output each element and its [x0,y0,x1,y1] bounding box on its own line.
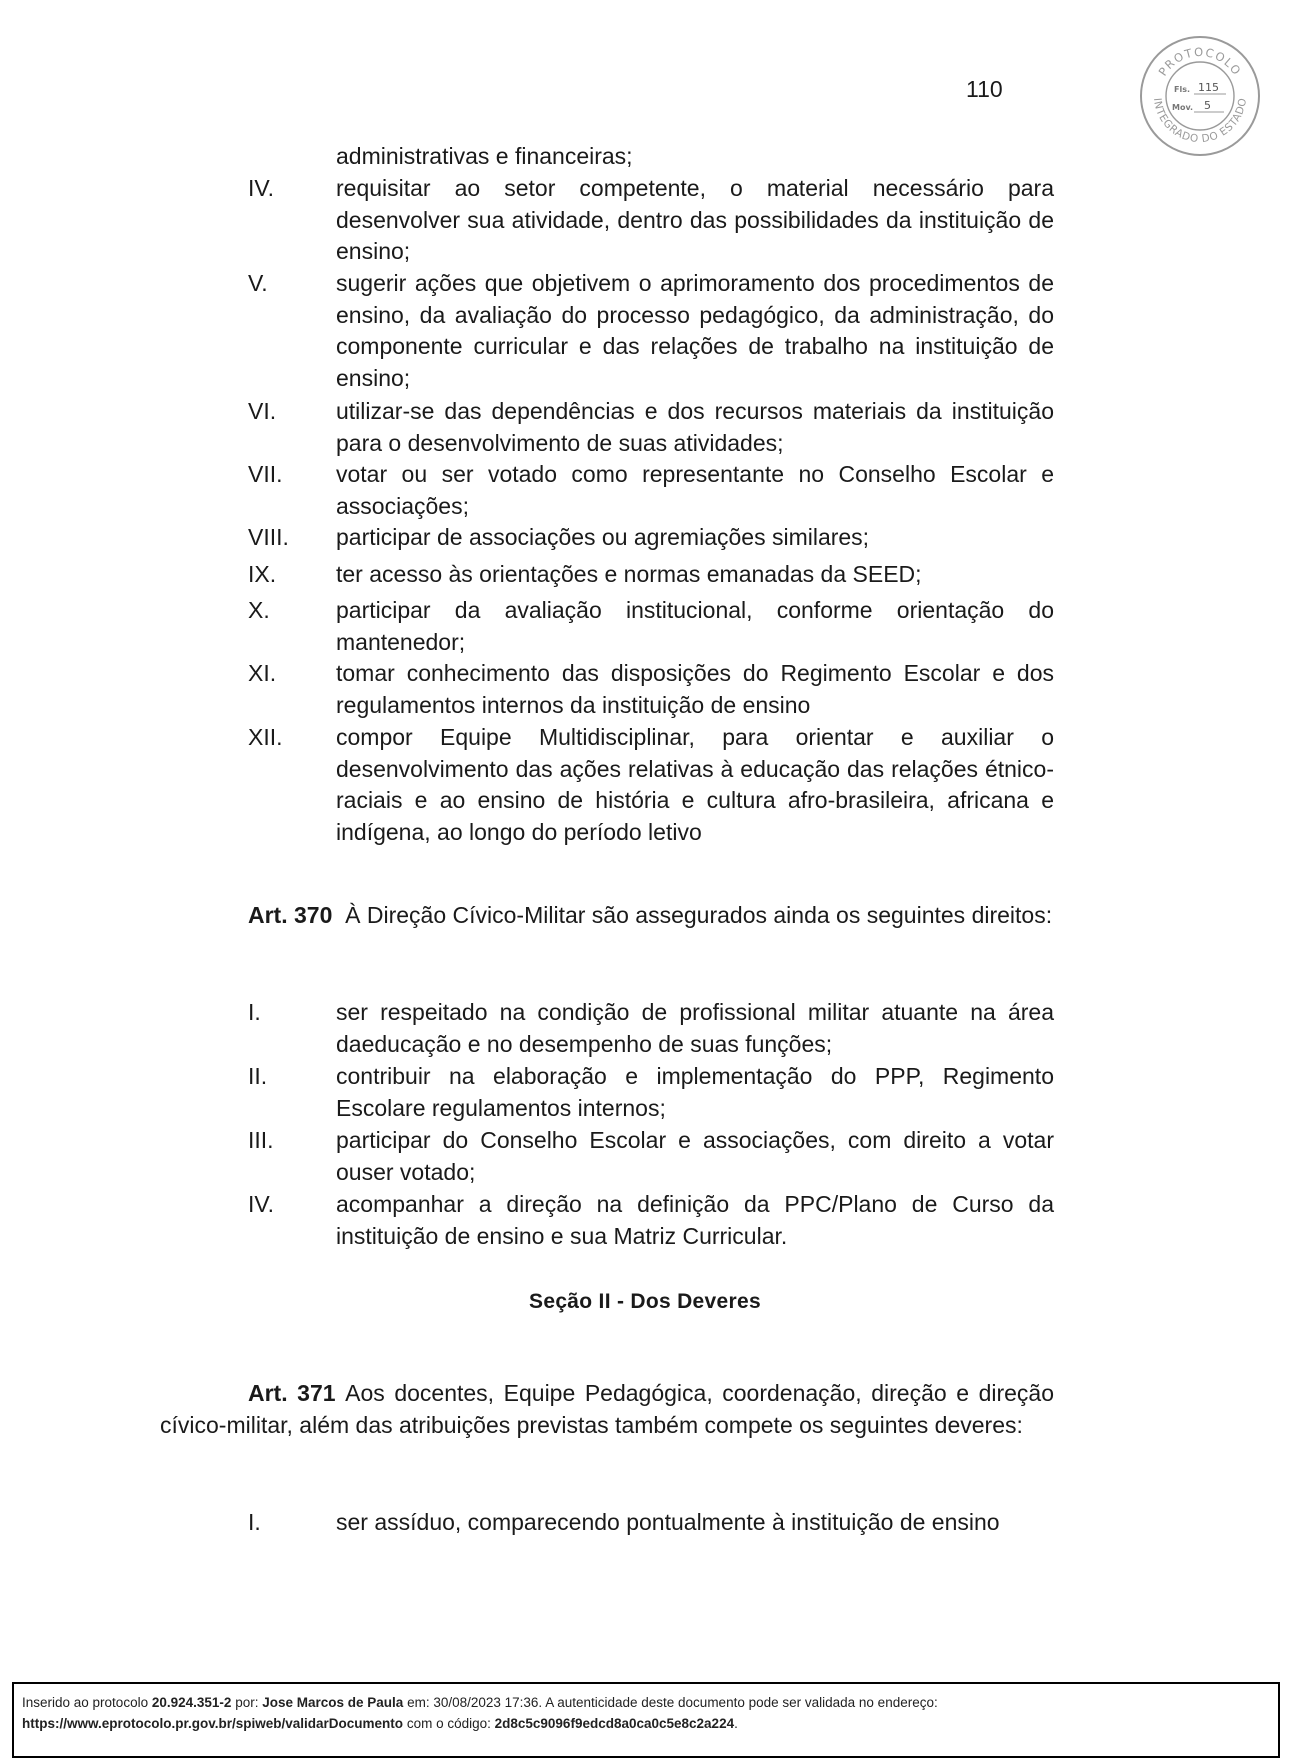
footer-code: 2d8c5c9096f9edcd8a0ca0c5e8c2a224 [494,1716,735,1731]
item-text: participar da avaliação institucional, conforme orientação do mantenedor; [336,597,1054,655]
section-title: Seção II - Dos Deveres [529,1290,761,1313]
footer-line-2 [22,1713,1270,1734]
footer-prefix: Inserido ao protocolo [22,1695,149,1710]
stamp-mov-value: 5 [1204,99,1211,112]
stamp-top-text: PROTOCOLO [1155,44,1245,79]
article-label: Art. 371 [248,1380,336,1406]
item-text: participar do Conselho Escolar e associações, com direito a votar ouser votado; [336,1127,1054,1185]
item-text: contribuir na elaboração e implementação do PPP, Regimento Escolare regulamentos internos; [336,1063,1054,1121]
item-number: VIII. [248,524,289,550]
item-number: X. [248,597,270,623]
article-text: À Direção Cívico-Militar são assegurados ainda os seguintes direitos: [345,902,1053,928]
footer-code-prefix: com o código: [406,1716,491,1731]
item-text: utilizar-se das dependências e dos recursos materiais da instituição para o desenvolvimento de suas atividades; [336,398,1054,456]
item-text: tomar conhecimento das disposições do Regimento Escolar e dos regulamentos internos da instituição de ensino [336,660,1054,718]
protocol-stamp [1138,34,1262,158]
footer-end: . [734,1716,738,1731]
footer-by: por: [235,1695,259,1710]
stamp-fls-value: 115 [1198,81,1219,94]
footer-authenticity-box [12,1682,1280,1758]
continuation-line: administrativas e financeiras; [336,143,633,169]
item-text: acompanhar a direção na definição da PPC/Plano de Curso da instituição de ensino e sua Matriz Curricular. [336,1191,1054,1249]
article-text: Aos docentes, Equipe Pedagógica, coordenação, direção e direção cívico-militar, além das atribuições previstas também compete os seguintes deveres: [160,1380,1055,1438]
article-370 [160,900,1054,932]
item-number: II. [248,1063,268,1089]
item-text: requisitar ao setor competente, o material necessário para desenvolver sua atividade, dentro das possibilidades da instituição de ensino; [336,175,1054,264]
footer-date: em: 30/08/2023 17:36. A autenticidade deste documento pode ser validada no endereço: [407,1695,938,1710]
footer-protocol-number: 20.924.351-2 [151,1695,232,1710]
item-number: VI. [248,398,277,424]
footer-user: Jose Marcos de Paula [262,1695,404,1710]
stamp-bottom-text: INTEGRADO DO ESTADO [1151,97,1250,146]
svg-text:INTEGRADO DO ESTADO [1151,97,1249,145]
footer-validation-link[interactable]: https://www.eprotocolo.pr.gov.br/spiweb/validarDocumento [22,1716,404,1731]
item-number: V. [248,270,268,296]
footer-line-1 [22,1692,1270,1713]
item-text: ser assíduo, comparecendo pontualmente à instituição de ensino [336,1509,1000,1535]
item-number: VII. [248,461,283,487]
item-text: ter acesso às orientações e normas emanadas da SEED; [336,561,922,587]
article-label: Art. 370 [248,902,333,928]
item-number: IV. [248,1191,275,1217]
item-number: III. [248,1127,274,1153]
stamp-fls-label: Fls. [1174,85,1191,94]
article-371 [160,1378,1054,1441]
item-text: sugerir ações que objetivem o aprimoramento dos procedimentos de ensino, da avaliação do processo pedagógico, da administração, do componente curricular e das relações de trabalho na instituição de ensino; [336,270,1054,391]
page-number: 110 [966,76,1003,102]
item-text: participar de associações ou agremiações similares; [336,524,870,550]
item-text: ser respeitado na condição de profissional militar atuante na área daeducação e no desempenho de suas funções; [336,999,1054,1057]
item-text: compor Equipe Multidisciplinar, para orientar e auxiliar o desenvolvimento das ações relativas à educação das relações étnico- raciais e ao ensino de história e cultura afro-brasileira, africana e indígena, ao longo do período letivo [336,724,1054,845]
item-number: XI. [248,660,277,686]
item-number: XII. [248,724,283,750]
item-number: IX. [248,561,277,587]
item-number: IV. [248,175,275,201]
item-number: I. [248,999,261,1025]
stamp-mov-label: Mov. [1172,103,1194,112]
item-text: votar ou ser votado como representante no Conselho Escolar e associações; [336,461,1054,519]
item-number: I. [248,1509,261,1535]
